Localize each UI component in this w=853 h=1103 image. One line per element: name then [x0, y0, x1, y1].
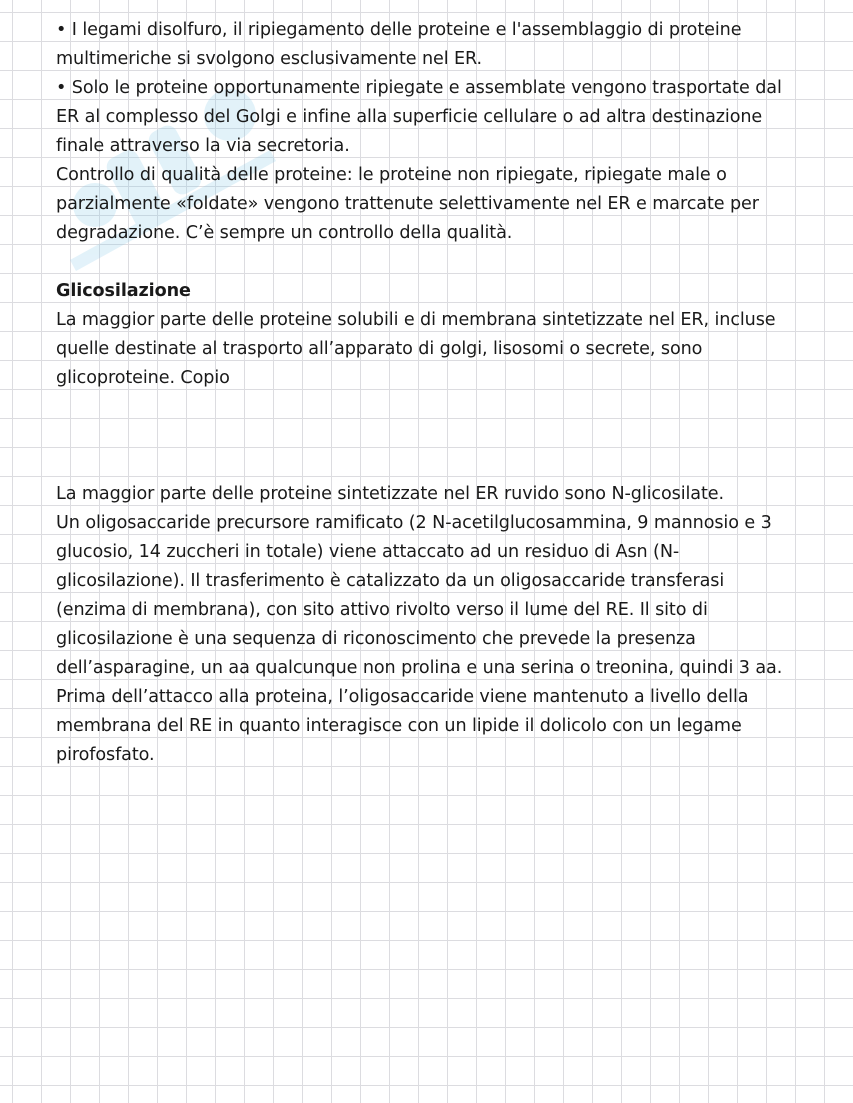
section-heading: Glicosilazione	[56, 281, 191, 301]
document-page	[56, 16, 831, 770]
text-line: quelle destinate al trasporto all’apparato di golgi, lisosomi o secrete, sono	[56, 339, 703, 359]
text-line: Un oligosaccaride precursore ramificato (2 N-acetilglucosammina, 9 mannosio e 3	[56, 513, 772, 533]
text-line: degradazione. C’è sempre un controllo della qualità.	[56, 223, 513, 243]
text-line: pirofosfato.	[56, 745, 155, 765]
paragraph-transport	[56, 74, 831, 161]
text-line: Prima dell’attacco alla proteina, l’oligosaccaride viene mantenuto a livello della	[56, 687, 749, 707]
text-line: parzialmente «foldate» vengono trattenute selettivamente nel ER e marcate per	[56, 194, 759, 214]
text-line: membrana del RE in quanto interagisce con un lipide il dolicolo con un legame	[56, 716, 742, 736]
text-line: • I legami disolfuro, il ripiegamento delle proteine e l'assemblaggio di proteine	[56, 20, 742, 40]
paragraph-disulfide	[56, 16, 831, 74]
text-line: • Solo le proteine opportunamente ripiegate e assemblate vengono trasportate dal	[56, 78, 782, 98]
paragraph-glycoproteins	[56, 306, 831, 393]
text-line: multimeriche si svolgono esclusivamente nel ER.	[56, 49, 483, 69]
text-line: finale attraverso la via secretoria.	[56, 136, 350, 156]
text-line: (enzima di membrana), con sito attivo rivolto verso il lume del RE. Il sito di	[56, 600, 708, 620]
text-line: dell’asparagine, un aa qualcunque non prolina e una serina o treonina, quindi 3 aa.	[56, 658, 783, 678]
paragraph-n-glycosylation	[56, 480, 831, 770]
text-line: La maggior parte delle proteine solubili e di membrana sintetizzate nel ER, incluse	[56, 310, 776, 330]
text-line: glicoproteine. Copio	[56, 368, 230, 388]
text-line: glicosilazione è una sequenza di riconoscimento che prevede la presenza	[56, 629, 696, 649]
text-line: La maggior parte delle proteine sintetizzate nel ER ruvido sono N-glicosilate.	[56, 484, 724, 504]
text-line: glucosio, 14 zuccheri in totale) viene attaccato ad un residuo di Asn (N-	[56, 542, 680, 562]
paragraph-quality-control	[56, 161, 831, 248]
text-line: Controllo di qualità delle proteine: le proteine non ripiegate, ripiegate male o	[56, 165, 727, 185]
text-line: ER al complesso del Golgi e infine alla superficie cellulare o ad altra destinazione	[56, 107, 763, 127]
text-line: glicosilazione). Il trasferimento è catalizzato da un oligosaccaride transferasi	[56, 571, 725, 591]
